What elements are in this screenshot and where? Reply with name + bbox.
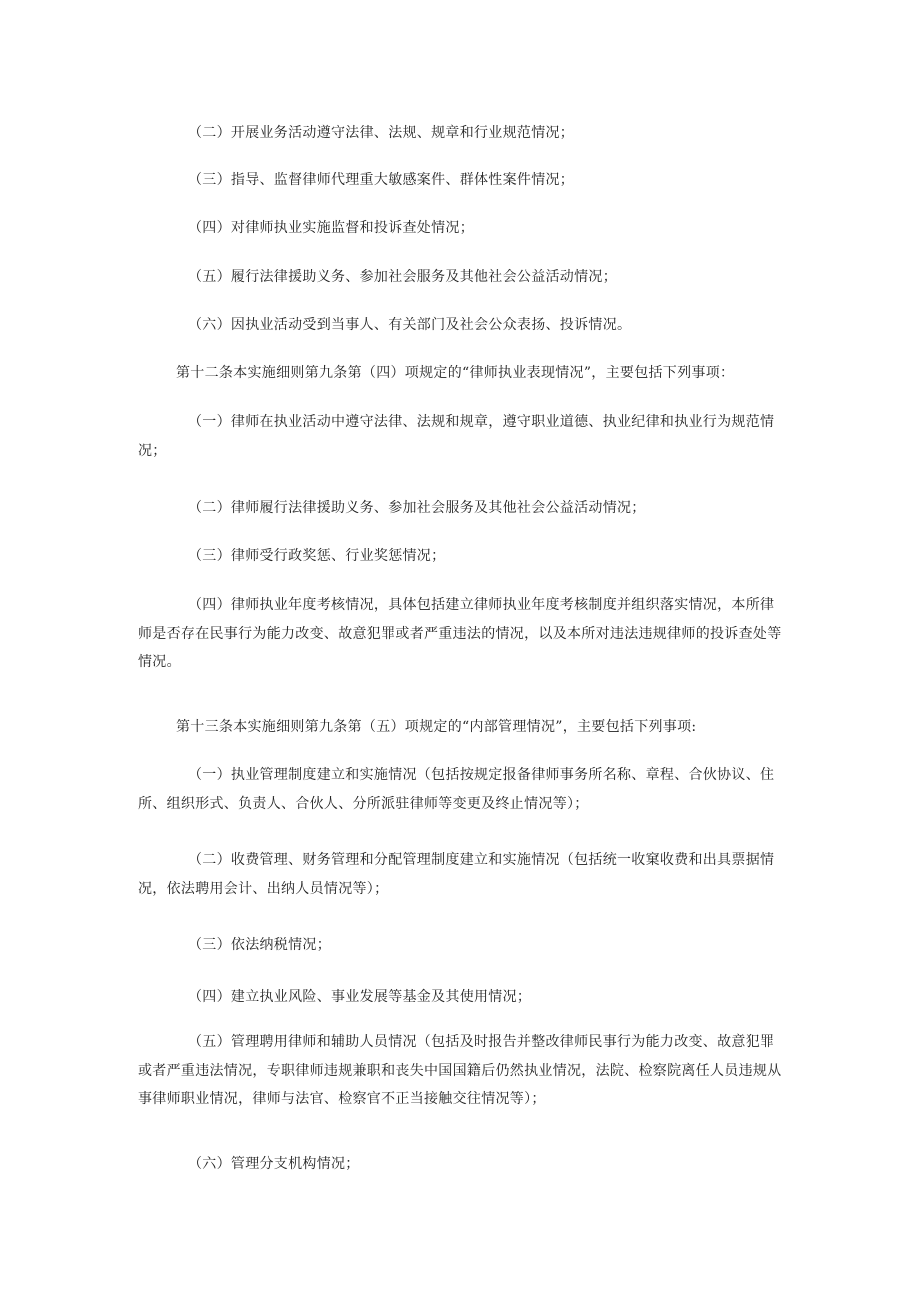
paragraph-article13-item-1: （一）执业管理制度建立和实施情况（包括按规定报备律师事务所名称、章程、合伙协议、住所、组织形式、负责人、合伙人、分所派驻律师等变更及终止情况等）；: [138, 767, 775, 812]
article-12-heading: 第十二条本实施细则第九条第（四）项规定的“律师执业表现情况”，主要包括下列事项：: [176, 365, 735, 381]
paragraph-item-3: （三）指导、监督律师代理重大敏感案件、群体性案件情况；: [188, 172, 575, 188]
paragraph-article13-item-3: （三）依法纳税情况；: [188, 937, 331, 953]
paragraph-item-2: （二）开展业务活动遵守法律、法规、规章和行业规范情况；: [188, 125, 575, 141]
paragraph-article13-item-2: （二）收费管理、财务管理和分配管理制度建立和实施情况（包括统一收窠收费和出具票据情况，依法聘用会计、出纳人员情况等）；: [138, 852, 775, 897]
article-13-heading: 第十三条本实施细则第九条第（五）项规定的“内部管理情况”，主要包括下列事项:: [176, 719, 697, 735]
paragraph-item-6: （六）因执业活动受到当事人、有关部门及社会公众表扬、投诉情况。: [188, 317, 632, 333]
paragraph-article13-item-6: （六）管理分支机构情况；: [188, 1156, 360, 1172]
paragraph-article13-item-4: （四）建立执业风险、事业发展等基金及其使用情况；: [188, 989, 532, 1005]
paragraph-article12-item-1: （一）律师在执业活动中遵守法律、法规和规章，遵守职业道德、执业纪律和执业行为规范情况；: [138, 414, 775, 459]
paragraph-article12-item-2: （二）律师履行法律援助义务、参加社会服务及其他社会公益活动情况；: [188, 500, 646, 516]
paragraph-item-4: （四）对律师执业实施监督和投诉查处情况；: [188, 220, 474, 236]
paragraph-article12-item-4: （四）律师执业年度考核情况，具体包括建立律师执业年度考核制度并组织落实情况，本所律师是否存在民事行为能力改变、故意犯罪或者严重违法的情况，以及本所对违法违规律师的投诉查处等情况。: [138, 597, 782, 670]
paragraph-item-5: （五）履行法律援助义务、参加社会服务及其他社会公益活动情况；: [188, 269, 617, 285]
paragraph-article13-item-5: （五）管理聘用律师和辅助人员情况（包括及时报告并整改律师民事行为能力改变、故意犯罪或者严重违法情况，专职律师违规兼职和丧失中国国籍后仍然执业情况，法院、检察院离任人员违规从事律师职业情况，律师与法官、检察官不正当接触交往情况等）；: [138, 1034, 782, 1107]
paragraph-article12-item-3: （三）律师受行政奖惩、行业奖惩情况；: [188, 548, 446, 564]
